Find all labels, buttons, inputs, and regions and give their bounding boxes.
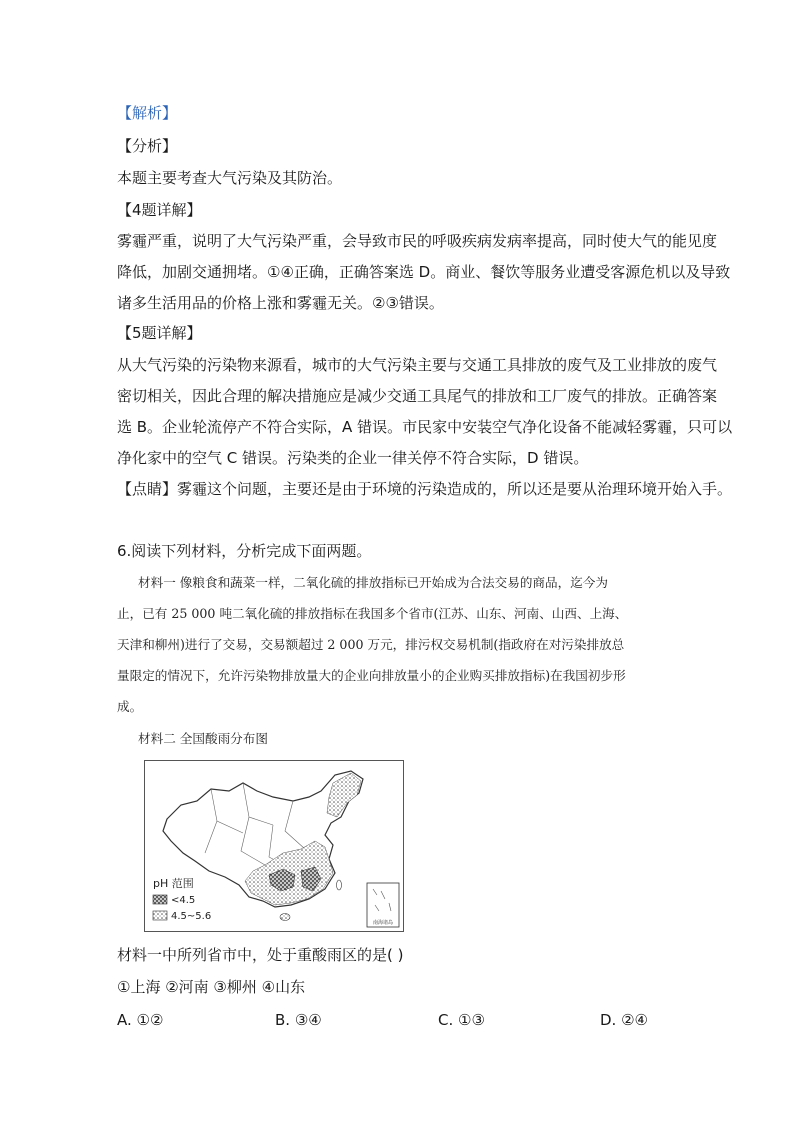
material2-title: 材料二 全国酸雨分布图 bbox=[138, 731, 268, 746]
q5-line-1: 从大气污染的污染物来源看，城市的大气污染主要与交通工具排放的废气及工业排放的废气 bbox=[117, 356, 718, 374]
material1-line-1: 材料一 像粮食和蔬菜一样，二氧化硫的排放指标已开始成为合法交易的商品，迄今为 bbox=[138, 575, 608, 590]
q6-intro: 6.阅读下列材料，分析完成下面两题。 bbox=[117, 542, 372, 560]
legend-title: pH 范围 bbox=[153, 877, 194, 890]
q4-line-3: 诸多生活用品的价格上涨和雾霾无关。②③错误。 bbox=[117, 294, 444, 312]
q4-line-2: 降低，加剧交通拥堵。①④正确，正确答案选 D。商业、餐饮等服务业遭受客源危机以及导致 bbox=[117, 263, 731, 281]
fenxi-heading: 【分析】 bbox=[117, 137, 178, 155]
jiexi-heading: 【解析】 bbox=[117, 104, 178, 122]
q5-line-2: 密切相关，因此合理的解决措施应是减少交通工具尾气的排放和工厂废气的排放。正确答案 bbox=[117, 387, 718, 405]
hainan-island bbox=[280, 914, 290, 921]
option-a[interactable]: A. ①② bbox=[117, 1011, 164, 1029]
legend-swatch-dotted bbox=[153, 911, 167, 920]
q5-line-4: 净化家中的空气 C 错误。污染类的企业一律关停不符合实际，D 错误。 bbox=[117, 449, 589, 467]
legend-swatch-hatched bbox=[153, 895, 167, 904]
q5-line-3: 选 B。企业轮流停产不符合实际，A 错误。市民家中安装空气净化设备不能减轻雾霾，只可以 bbox=[117, 418, 733, 436]
material1-line-5: 成。 bbox=[117, 699, 143, 714]
option-d[interactable]: D. ②④ bbox=[600, 1011, 648, 1029]
fenxi-text: 本题主要考查大气污染及其防治。 bbox=[117, 169, 343, 187]
legend-item-1: <4.5 bbox=[171, 895, 196, 906]
inset-label: 南海诸岛 bbox=[372, 920, 394, 926]
legend-item-2: 4.5~5.6 bbox=[171, 911, 212, 922]
taiwan-island bbox=[337, 880, 342, 890]
acid-rain-map bbox=[144, 760, 404, 932]
q4-line-1: 雾霾严重，说明了大气污染严重，会导致市民的呼吸疾病发病率提高，同时使大气的能见度 bbox=[117, 232, 718, 250]
material1-line-3: 天津和柳州)进行了交易，交易额超过 2 000 万元，排污权交易机制(指政府在对污染排放总 bbox=[117, 637, 625, 652]
china-map-figure bbox=[145, 761, 403, 931]
option-b[interactable]: B. ③④ bbox=[275, 1011, 322, 1029]
material1-line-2: 止，已有 25 000 吨二氧化硫的排放指标在我国多个省市(江苏、山东、河南、山西、上海、 bbox=[117, 606, 628, 621]
option-c[interactable]: C. ①③ bbox=[438, 1011, 485, 1029]
q5-heading: 【5题详解】 bbox=[117, 324, 202, 342]
question-items: ①上海 ②河南 ③柳州 ④山东 bbox=[117, 978, 306, 996]
dianjing-text: 【点睛】雾霾这个问题，主要还是由于环境的污染造成的，所以还是要从治理环境开始入手。 bbox=[117, 480, 733, 498]
q4-heading: 【4题详解】 bbox=[117, 201, 202, 219]
material1-line-4: 量限定的情况下，允许污染物排放量大的企业向排放量小的企业购买排放指标)在我国初步形 bbox=[117, 668, 626, 683]
question-stem: 材料一中所列省市中，处于重酸雨区的是( ) bbox=[117, 946, 404, 964]
